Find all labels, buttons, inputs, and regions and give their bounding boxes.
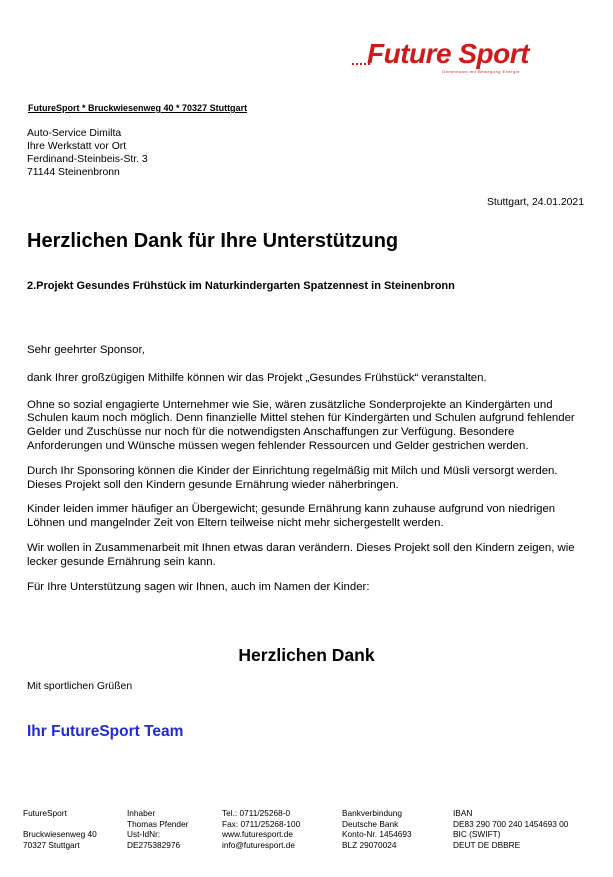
- recipient-line: Ihre Werkstatt vor Ort: [27, 141, 127, 152]
- footer-line: Inhaber: [127, 808, 156, 818]
- footer-line: Deutsche Bank: [342, 818, 399, 829]
- footer-bank: [342, 808, 412, 851]
- footer-contact: [222, 808, 300, 851]
- recipient-line: 71144 Steinenbronn: [27, 167, 120, 178]
- footer-line: Ust-IdNr:: [127, 829, 161, 840]
- body-paragraph: Durch Ihr Sponsoring können die Kinder der Einrichtung regelmäßig mit Milch und Müsli versorgt werden. Dieses Projekt soll den Kindern gesunde Ernährung wieder näherbringen.: [27, 464, 558, 491]
- closing-greeting: Mit sportlichen Grüßen: [27, 681, 133, 692]
- footer-line: FutureSport: [23, 808, 67, 818]
- body-paragraph: Ohne so sozial engagierte Unternehmer wie Sie, wären zusätzliche Sonderprojekte an Kindergärten und Schulen kaum noch möglich. Denn finanzielle Mittel stehen für Kindergärten und Schulen aufgrund fehlender Gelder und Zuschüsse nur noch für die notwendigsten Anschaffungen zur Verfügung. Besondere Anforderungen und Wünsche müssen wegen fehlender Ressourcen und Gelder gestrichen werden.: [27, 398, 575, 452]
- footer-line: BLZ 29070024: [342, 840, 397, 851]
- letter-date: Stuttgart, 24.01.2021: [486, 197, 584, 208]
- footer-line: Konto-Nr. 1454693: [342, 829, 412, 840]
- body-paragraph: Wir wollen in Zusammenarbeit mit Ihnen etwas daran verändern. Dieses Projekt soll den Kindern zeigen, wie lecker gesunde Ernährung sein kann.: [27, 541, 575, 568]
- signature: Ihr FutureSport Team: [27, 723, 184, 740]
- footer-line: DEUT DE DBBRE: [453, 840, 521, 851]
- sender-address-line: FutureSport * Bruckwiesenweg 40 * 70327 Stuttgart: [28, 103, 248, 113]
- body-paragraph: Kinder leiden immer häufiger an Übergewicht; gesunde Ernährung kann zuhause aufgrund von niedrigen Löhnen und mangelnder Zeit von Eltern teilweise nicht mehr sichergestellt werden.: [27, 503, 556, 530]
- recipient-address: [27, 127, 148, 179]
- footer-line: DE275382976: [127, 840, 181, 851]
- recipient-line: Auto-Service Dimilta: [27, 128, 122, 139]
- footer-line: Fax: 0711/25268-100: [222, 818, 301, 829]
- website-link[interactable]: www.futuresport.de: [222, 829, 294, 840]
- footer-iban: [453, 808, 568, 851]
- letter-body: [27, 344, 587, 605]
- footer-line: Tel.: 0711/25268-0: [222, 808, 291, 818]
- salutation: Sehr geehrter Sponsor,: [27, 344, 145, 356]
- logo-text: Future Sport: [367, 38, 529, 69]
- footer-line: Bankverbindung: [342, 808, 402, 818]
- footer-line: Thomas Pfender: [127, 818, 189, 829]
- footer-line: Bruckwiesenweg 40: [23, 829, 97, 840]
- footer-line: IBAN: [453, 808, 473, 818]
- future-sport-logo: [352, 38, 587, 78]
- footer-line: BIC (SWIFT): [453, 829, 501, 840]
- body-paragraph: dank Ihrer großzügigen Mithilfe können wir das Projekt „Gesundes Frühstück“ veranstalten.: [27, 371, 487, 384]
- footer-line: [23, 819, 97, 830]
- letter-title: Herzlichen Dank für Ihre Unterstützung: [27, 230, 399, 252]
- footer-line: 70327 Stuttgart: [23, 840, 80, 851]
- recipient-line: Ferdinand-Steinbeis-Str. 3: [27, 154, 148, 165]
- email-link[interactable]: info@futuresport.de: [222, 840, 295, 851]
- body-paragraph: Für Ihre Unterstützung sagen wir Ihnen, auch im Namen der Kinder:: [27, 580, 370, 593]
- thanks-heading: Herzlichen Dank: [238, 645, 375, 665]
- footer-company: [23, 808, 97, 851]
- project-subject: 2.Projekt Gesundes Frühstück im Naturkindergarten Spatzennest in Steinenbronn: [27, 280, 455, 292]
- footer-owner: [127, 808, 188, 851]
- footer-line: DE83 290 700 240 1454693 00: [453, 818, 569, 829]
- logo-tagline: Gemeinsam mit Bewegung Energie: [442, 69, 520, 74]
